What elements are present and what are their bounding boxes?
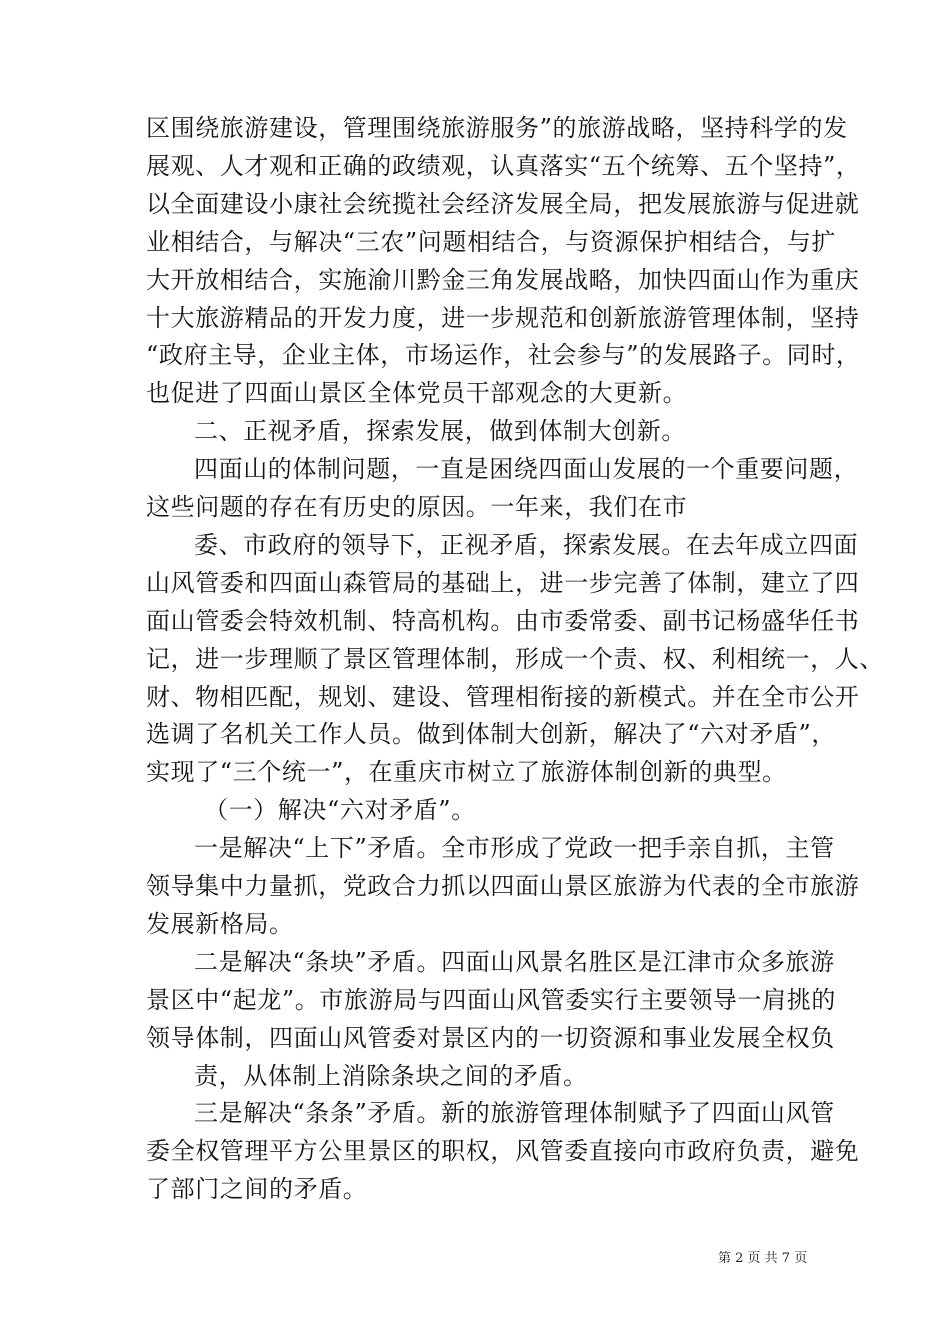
paragraph-line: 委全权管理平方公里景区的职权，风管委直接向市政府负责，避免 [146, 1137, 860, 1165]
paragraph-line: 责，从体制上消除条块之间的矛盾。 [194, 1062, 588, 1090]
paragraph-line: 发展新格局。 [146, 910, 294, 938]
paragraph-line: 也促进了四面山景区全体党员干部观念的大更新。 [146, 379, 688, 407]
paragraph-line: 三是解决“条条”矛盾。新的旅游管理体制赋予了四面山风管 [194, 1099, 835, 1127]
paragraph-line: 面山管委会特效机制、特高机构。由市委常委、副书记杨盛华任书 [146, 607, 860, 635]
paragraph-line: 选调了名机关工作人员。做到体制大创新，解决了“六对矛盾”， [146, 720, 836, 748]
paragraph-line: 业相结合，与解决“三农”问题相结合，与资源保护相结合，与扩 [146, 228, 836, 256]
paragraph-line: 展观、人才观和正确的政绩观，认真落实“五个统筹、五个坚持”， [146, 152, 861, 180]
paragraph-line: 领导集中力量抓，党政合力抓以四面山景区旅游为代表的全市旅游 [146, 872, 860, 900]
paragraph-line: 实现了“三个统一”，在重庆市树立了旅游体制创新的典型。 [146, 758, 787, 786]
paragraph-line: 以全面建设小康社会统揽社会经济发展全局，把发展旅游与促进就 [146, 190, 860, 218]
paragraph-line: 二是解决“条块”矛盾。四面山风景名胜区是江津市众多旅游 [194, 948, 835, 976]
paragraph-line: 大开放相结合，实施渝川黔金三角发展战略，加快四面山作为重庆 [146, 266, 860, 294]
paragraph-line: 财、物相匹配，规划、建设、管理相衔接的新模式。并在全市公开 [146, 683, 860, 711]
paragraph-line: 这些问题的存在有历史的原因。一年来，我们在市 [146, 493, 688, 521]
section-heading: 二、正视矛盾，探索发展，做到体制大创新。 [194, 417, 686, 445]
page-number: 第 2 页 共 7 页 [718, 1251, 808, 1266]
paragraph-line: 记，进一步理顺了景区管理体制，形成一个责、权、利相统一，人、 [146, 645, 884, 673]
paragraph-line: 山风管委和四面山森管局的基础上，进一步完善了体制，建立了四 [146, 569, 860, 597]
paragraph-line: 领导体制，四面山风管委对景区内的一切资源和事业发展全权负 [146, 1024, 835, 1052]
subsection-heading: （一）解决“六对矛盾”。 [204, 796, 476, 824]
paragraph-line: 景区中“起龙”。市旅游局与四面山风管委实行主要领导一肩挑的 [146, 986, 836, 1014]
paragraph-line: 十大旅游精品的开发力度，进一步规范和创新旅游管理体制，坚持 [146, 304, 860, 332]
paragraph-line: “政府主导，企业主体，市场运作，社会参与”的发展路子。同时， [146, 341, 861, 369]
paragraph-line: 了部门之间的矛盾。 [146, 1175, 368, 1203]
paragraph-line: 四面山的体制问题，一直是困绕四面山发展的一个重要问题， [194, 455, 859, 483]
paragraph-line: 区围绕旅游建设，管理围绕旅游服务”的旅游战略，坚持科学的发 [146, 114, 848, 142]
paragraph-line: 一是解决“上下”矛盾。全市形成了党政一把手亲自抓，主管 [194, 834, 835, 862]
paragraph-line: 委、市政府的领导下，正视矛盾，探索发展。在去年成立四面 [194, 531, 859, 559]
